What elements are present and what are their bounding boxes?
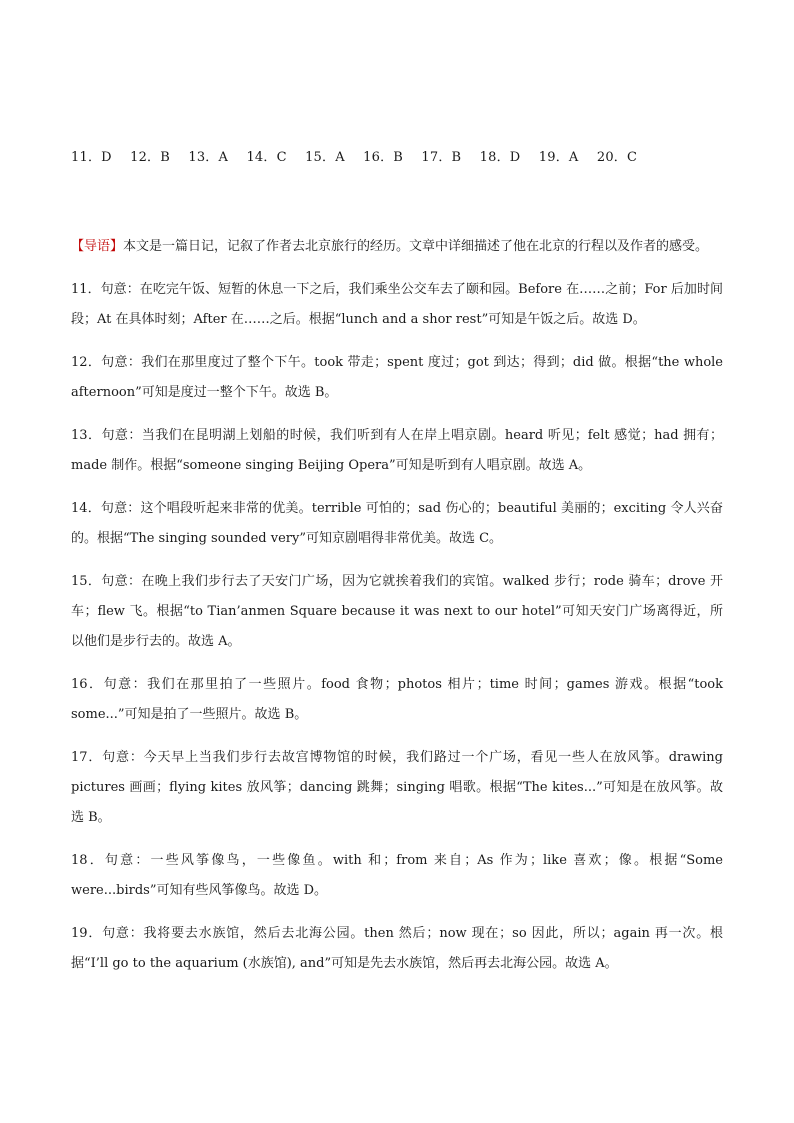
explanation-section: [71, 232, 723, 992]
explanation-16: 16．句意：我们在那里拍了一些照片。food 食物；photos 相片；time 时间；games 游戏。根据“took some...”可知是拍了一些照片。故选 B。: [71, 677, 723, 722]
answer-14: 14．C: [246, 150, 287, 165]
answer-19: 19．A: [538, 150, 579, 165]
explanation-19: 19．句意：我将要去水族馆，然后去北海公园。then 然后；now 现在；so 因此，所以；again 再一次。根据“I’ll go to the aquarium (水族馆), and”可知是先去水族馆，然后再去北海公园。故选 A。: [71, 926, 723, 971]
answer-12: 12．B: [130, 150, 171, 165]
intro-text: 本文是一篇日记，记叙了作者去北京旅行的经历。文章中详细描述了他在北京的行程以及作者的感受。: [123, 239, 709, 254]
answer-17: 17．B: [421, 150, 462, 165]
answer-18: 18．D: [479, 150, 521, 165]
answer-key-line: [71, 146, 651, 165]
answer-11: 11．D: [71, 150, 112, 165]
explanation-14: 14．句意：这个唱段听起来非常的优美。terrible 可怕的；sad 伤心的；beautiful 美丽的；exciting 令人兴奋的。根据“The singing sounded very”可知京剧唱得非常优美。故选 C。: [71, 501, 723, 546]
explanation-17: 17．句意：今天早上当我们步行去故宫博物馆的时候，我们路过一个广场，看见一些人在放风筝。drawing pictures 画画；flying kites 放风筝；dancing 跳舞；singing 唱歌。根据“The kites...”可知是在放风筝。故选 B。: [71, 750, 723, 825]
answer-15: 15．A: [305, 150, 345, 165]
intro-tag: 【导语】: [71, 239, 124, 254]
answer-16: 16．B: [363, 150, 404, 165]
explanation-18: 18．句意：一些风筝像鸟，一些像鱼。with 和；from 来自；As 作为；like 喜欢；像。根据“Some were...birds”可知有些风筝像鸟。故选 D。: [71, 853, 723, 898]
explanation-13: 13．句意：当我们在昆明湖上划船的时候，我们听到有人在岸上唱京剧。heard 听见；felt 感觉；had 拥有；made 制作。根据“someone singing Beijing Opera”可知是听到有人唱京剧。故选 A。: [71, 428, 723, 473]
intro-paragraph: [71, 232, 723, 262]
explanation-12: 12．句意：我们在那里度过了整个下午。took 带走；spent 度过；got 到达；得到；did 做。根据“the whole afternoon”可知是度过一整个下午。故选 B。: [71, 355, 723, 400]
explanation-15: 15．句意：在晚上我们步行去了天安门广场，因为它就挨着我们的宾馆。walked 步行；rode 骑车；drove 开车；flew 飞。根据“to Tian’anmen Square because it was next to our hotel”可知天安门广场离得近，所以他们是步行去的。故选 A。: [71, 574, 723, 649]
answer-13: 13．A: [188, 150, 229, 165]
explanation-11: 11．句意：在吃完午饭、短暂的休息一下之后，我们乘坐公交车去了颐和园。Before 在……之前；For 后加时间段；At 在具体时刻；After 在……之后。根据“lunch and a shor rest”可知是午饭之后。故选 D。: [71, 282, 723, 327]
answer-20: 20．C: [596, 150, 638, 165]
